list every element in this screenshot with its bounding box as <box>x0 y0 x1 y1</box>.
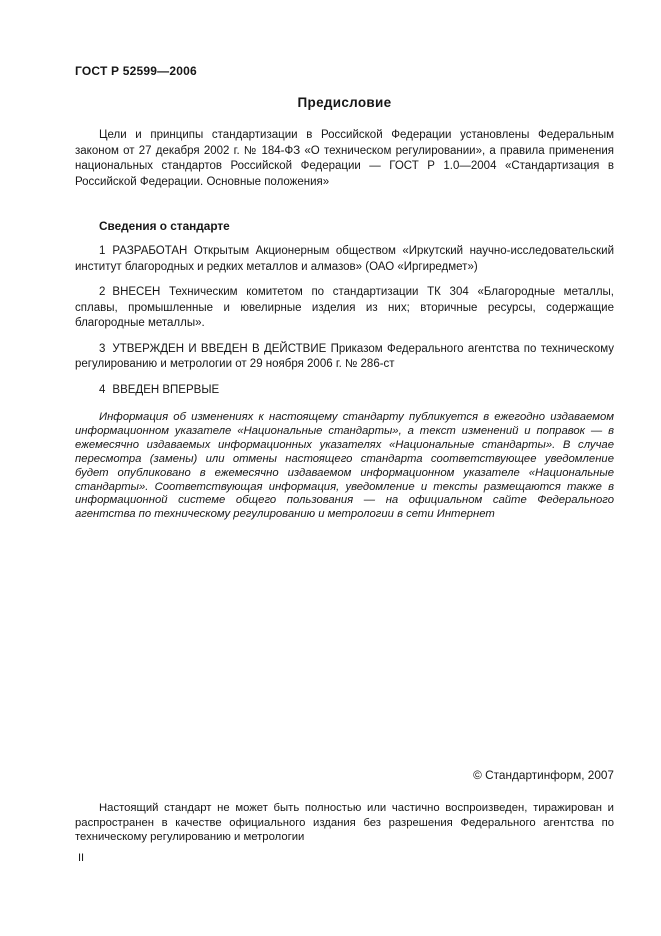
standard-info-item-4 <box>75 383 614 399</box>
restriction-paragraph: Настоящий стандарт не может быть полностью или частично воспроизведен, тиражирован и распространен в качестве официального издания без разрешения Федерального агентства по техническому регулированию и метрологии <box>75 802 614 844</box>
item-number: 3 <box>99 342 106 355</box>
amendments-notice-paragraph: Информация об изменениях к настоящему стандарту публикуется в ежегодно издаваемом информационном указателе «Национальные стандарты», а текст изменений и поправок — в ежемесячно издаваемых информационных указателях «Национальные стандарты». В случае пересмотра (замены) или отмены настоящего стандарта соответствующее уведомление будет опубликовано в ежемесячно издаваемом информационном указателе «Национальные стандарты». Соответствующая информация, уведомление и тексты размещаются также в информационной системе общего пользования — на официальном сайте Федерального агентства по техническому регулированию и метрологии в сети Интернет <box>75 411 614 521</box>
standard-info-item-2 <box>75 285 614 332</box>
item-text: РАЗРАБОТАН Открытым Акционерным обществом «Иркутский научно-исследовательский институт благородных и редких металлов и алмазов» (ОАО «Иргиредмет») <box>75 245 614 273</box>
copyright-line: © Стандартинформ, 2007 <box>473 768 614 782</box>
page-footer <box>75 768 614 865</box>
doc-number: ГОСТ Р 52599—2006 <box>75 64 197 78</box>
item-number: 4 <box>99 383 106 396</box>
item-text: ВВЕДЕН ВПЕРВЫЕ <box>112 383 220 396</box>
page-number: II <box>78 851 85 864</box>
standard-info-item-1 <box>75 244 614 275</box>
item-text: ВНЕСЕН Техническим комитетом по стандартизации ТК 304 «Благородные металлы, сплавы, промышленные и ювелирные изделия из них; вторичные ресурсы, содержащие благородные металлы». <box>75 286 614 329</box>
standard-info-heading: Сведения о стандарте <box>99 219 230 233</box>
standard-info-item-3 <box>75 342 614 373</box>
item-text: УТВЕРЖДЕН И ВВЕДЕН В ДЕЙСТВИЕ Приказом Федерального агентства по техническому регулированию и метрологии от 29 ноября 2006 г. № 286-ст <box>75 342 614 370</box>
intro-paragraph: Цели и принципы стандартизации в Российской Федерации установлены Федеральным законом от 27 декабря 2002 г. № 184-ФЗ «О техническом регулировании», а правила применения национальных стандартов Российской Федерации — ГОСТ Р 1.0—2004 «Стандартизация в Российской Федерации. Основные положения» <box>75 129 614 188</box>
item-number: 2 <box>99 286 106 298</box>
item-number: 1 <box>99 245 106 257</box>
page-title: Предисловие <box>297 95 392 110</box>
